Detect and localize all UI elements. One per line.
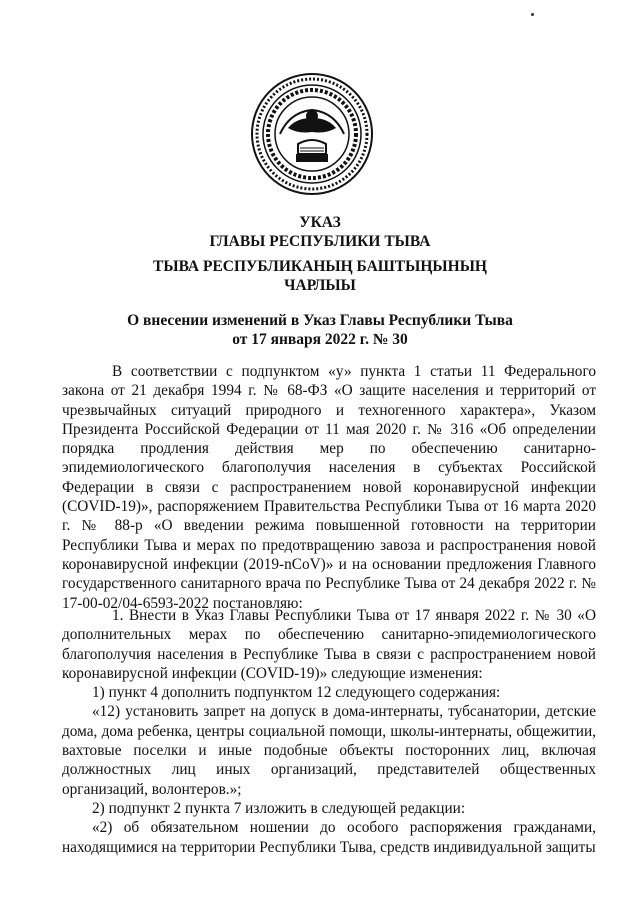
tuvan-title [0,257,640,295]
item-paragraph-1: 1. Внести в Указ Главы Республики Тыва от 17 января 2022 г. № 30 «О дополнительных мерах по обеспечению санитарно-эпидемиологического благополучия населения в Республике Тыва в связи с распространением новой коронавирусной инфекции (COVID-19)» следующие изменения: [62,607,596,682]
scan-speck [531,13,534,16]
item-paragraph-3: «12) установить запрет на допуск в дома-интернаты, тубсанатории, детские дома, дома ребенка, центры социальной помощи, школы-интернаты, общежитии, вахтовые поселки и иные подобные объекты посторонних лиц, включая должностных лиц иных организаций, представителей общественных организаций, волонтеров.»; [62,703,596,798]
decree-subject [0,311,640,349]
glavy-label: ГЛАВЫ РЕСПУБЛИКИ ТЫВА [209,233,431,250]
item-paragraph-2: 1) пункт 4 дополнить подпунктом 12 следующего содержания: [92,684,501,702]
item-paragraph-4: 2) подпункт 2 пункта 7 изложить в следующей редакции: [92,799,466,817]
ukaz-label: УКАЗ [299,214,341,231]
decree-title [0,213,640,251]
items-section [62,606,596,857]
item-paragraph-5: «2) об обязательном ношении до особого распоряжения гражданами, находящимися на территории Республики Тыва, средств индивидуальной защиты [62,819,596,856]
subject-line-1: О внесении изменений в Указ Главы Республики Тыва [127,312,513,329]
tuva-emblem-icon [250,72,374,196]
tuvan-line-2: ЧАРЛЫЫ [284,277,356,294]
subject-line-2: от 17 января 2022 г. № 30 [232,331,408,348]
preamble-section [62,362,596,613]
tuvan-line-1: ТЫВА РЕСПУБЛИКАНЫҢ БАШТЫҢЫНЫҢ [153,258,487,275]
preamble-paragraph: В соответствии с подпунктом «у» пункта 1 статьи 11 Федерального закона от 21 декабря 1994 г. № 68-ФЗ «О защите населения и территорий от чрезвычайных ситуаций природного и техногенного характера», Указом Президента Российской Федерации от 11 мая 2020 г. № 316 «Об определении порядка продления действия мер по обеспечению санитарно-эпидемиологического благополучия населения в субъектах Российской Федерации в связи с распространением новой коронавирусной инфекции (COVID-19)», распоряжением Правительства Республики Тыва от 16 марта 2020 г. № 88-р «О введении режима повышенной готовности на территории Республики Тыва и мерах по предотвращению завоза и распространения новой коронавирусной инфекции (2019-nCoV)» и на основании предложения Главного государственного санитарного врача по Республике Тыва от 24 декабря 2022 г. № 17-00-02/04-6593-2022 постановляю: [62,363,596,612]
